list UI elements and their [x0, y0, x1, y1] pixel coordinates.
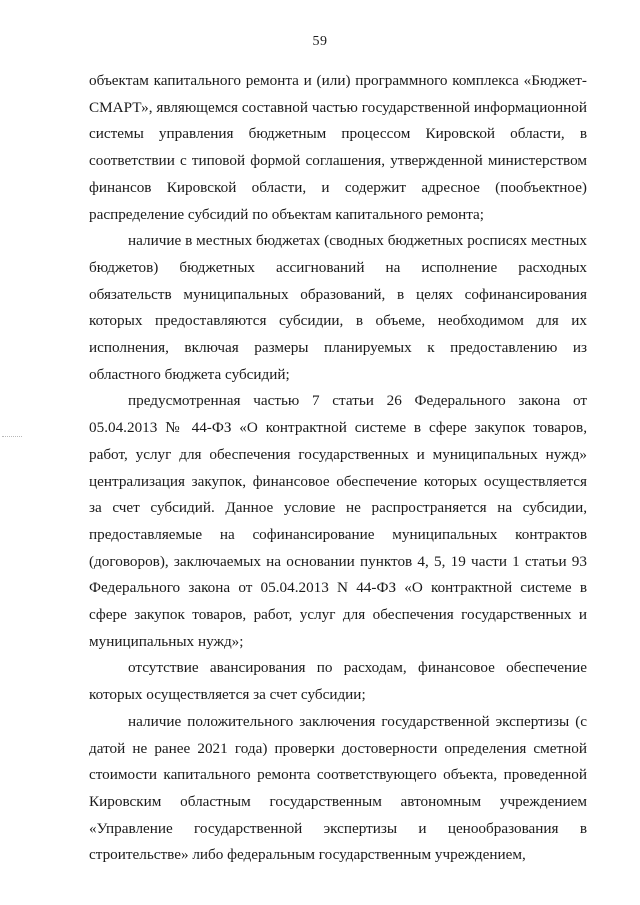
scan-margin-mark: [2, 436, 22, 438]
paragraph-continuation: объектам капитального ремонта и (или) программного комплекса «Бюджет-СМАРТ», являющемся составной частью государственной информационной системы управления бюджетным процессом Кировской области, в соответствии с типовой формой соглашения, утвержденной министерством финансов Кировской области, и содержит адресное (пообъектное) распределение субсидий по объектам капитального ремонта;: [89, 72, 587, 223]
paragraph-no-advance-payment: отсутствие авансирования по расходам, финансовое обеспечение которых осуществляется за счет субсидии;: [89, 659, 587, 704]
paragraph-state-expertise: наличие положительного заключения государственной экспертизы (с датой не ранее 2021 года) проверки достоверности определения сметной стоимости капитального ремонта соответствующего объекта, проведенной Кировским областным государственным автономным учреждением «Управление государственной экспертизы и ценообразования в строительстве» либо федеральным государственным учреждением,: [89, 712, 587, 864]
paragraph-local-budgets: наличие в местных бюджетах (сводных бюджетных росписях местных бюджетов) бюджетных ассигнований на исполнение расходных обязательств муниципальных образований, в целях софинансирования которых предоставляются субсидии, в объеме, необходимом для их исполнения, включая размеры планируемых к предоставлению из областного бюджета субсидий;: [89, 232, 587, 383]
page-number: 59: [312, 34, 328, 49]
document-body: [89, 68, 587, 869]
paragraph-procurement-centralization: предусмотренная частью 7 статьи 26 Федерального закона от 05.04.2013 № 44-ФЗ «О контрактной системе в сфере закупок товаров, работ, услуг для обеспечения государственных и муниципальных нужд» централизация закупок, финансовое обеспечение которых осуществляется за счет субсидий. Данное условие не распространяется на субсидии, предоставляемые на софинансирование муниципальных контрактов (договоров), заключаемых на основании пунктов 4, 5, 19 части 1 статьи 93 Федерального закона от 05.04.2013 N 44-ФЗ «О контрактной системе в сфере закупок товаров, работ, услуг для обеспечения государственных и муниципальных нужд»;: [89, 392, 587, 650]
